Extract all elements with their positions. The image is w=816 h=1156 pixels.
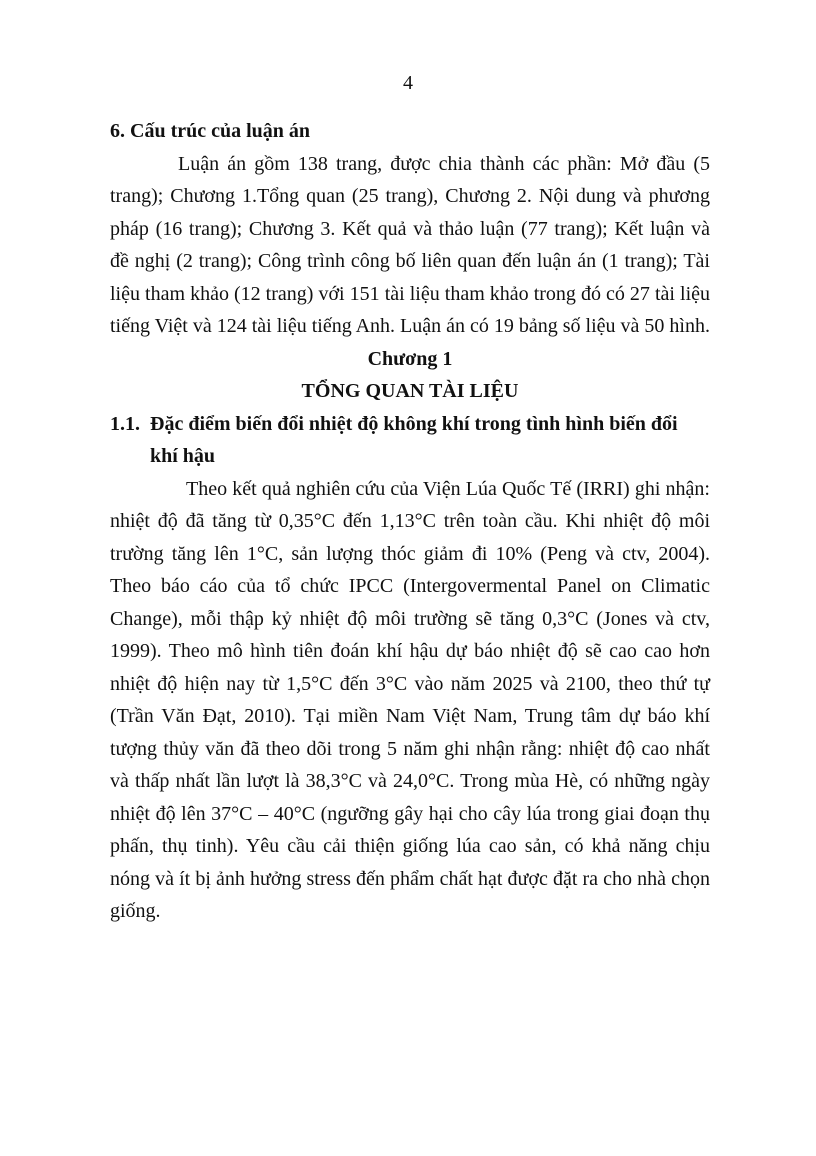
section-1-1-number: 1.1. — [110, 412, 140, 435]
section-1-1-body: Theo kết quả nghiên cứu của Viện Lúa Quốc Tế (IRRI) ghi nhận: nhiệt độ đã tăng từ 0,35°C đến 1,13°C trên toàn cầu. Khi nhiệt độ môi trường tăng lên 1°C, sản lượng thóc giảm đi 10% (Peng và ctv, 2004). Theo báo cáo của tổ chức IPCC (Intergovermental Panel on Climatic Change), mỗi thập kỷ nhiệt độ môi trường sẽ tăng 0,3°C (Jones và ctv, 1999). Theo mô hình tiên đoán khí hậu dự báo nhiệt độ sẽ cao cao hơn nhiệt độ hiện nay từ 1,5°C đến 3°C vào năm 2025 và 2100, theo thứ tự (Trần Văn Đạt, 2010). Tại miền Nam Việt Nam, Trung tâm dự báo khí tượng thủy văn đã theo dõi trong 5 năm ghi nhận rằng: nhiệt độ cao nhất và thấp nhất lần lượt là 38,3°C và 24,0°C. Trong mùa Hè, có những ngày nhiệt độ lên 37°C – 40°C (ngưỡng gây hại cho cây lúa trong giai đoạn thụ phấn, thụ tinh). Yêu cầu cải thiện giống lúa cao sản, có khả năng chịu nóng và ít bị ảnh hưởng stress đến phẩm chất hạt được đặt ra cho nhà chọn giống. — [110, 477, 710, 922]
chapter-label: Chương 1 — [367, 347, 453, 370]
chapter-title: TỔNG QUAN TÀI LIỆU — [301, 380, 519, 402]
section-6-heading: 6. Cấu trúc của luận án — [110, 120, 311, 142]
page-content — [110, 115, 710, 928]
section-6-body: Luận án gồm 138 trang, được chia thành các phần: Mở đầu (5 trang); Chương 1.Tổng quan (25 trang), Chương 2. Nội dung và phương pháp (16 trang); Chương 3. Kết quả và thảo luận (77 trang); Kết luận và đề nghị (2 trang); Công trình công bố liên quan đến luận án (1 trang); Tài liệu tham khảo (12 trang) với 151 tài liệu tham khảo trong đó có 27 tài liệu tiếng Việt và 124 tài liệu tiếng Anh. Luận án có 19 bảng số liệu và 50 hình. — [110, 152, 710, 337]
page-number: 4 — [403, 72, 413, 94]
section-1-1-title: Đặc điểm biến đổi nhiệt độ không khí trong tình hình biến đổi khí hậu — [150, 412, 678, 467]
section-1-1-heading — [110, 408, 710, 473]
